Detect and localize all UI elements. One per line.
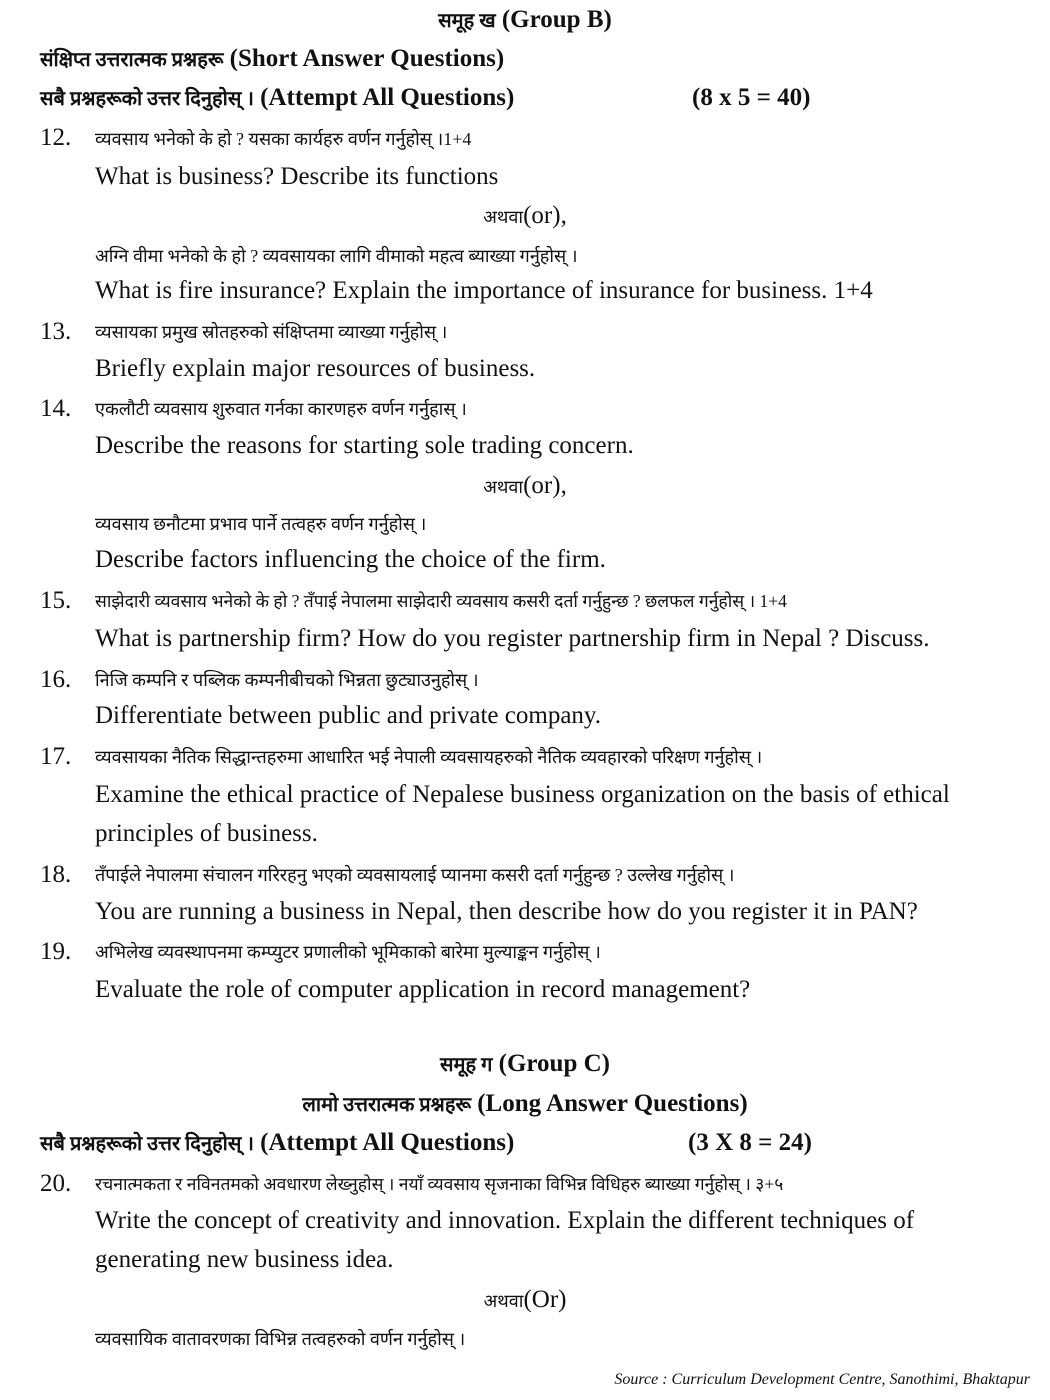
question-14-alt-np: व्यवसाय छनौटमा प्रभाव पार्ने तत्वहरु वर्णन गर्नुहोस् । <box>95 514 427 534</box>
question-14-np: एकलौटी व्यवसाय शुरुवात गर्नका कारणहरु वर्णन गर्नुहास् । <box>95 399 467 419</box>
group-c-instruction-np: सबै प्रश्नहरूको उत्तर दिनुहोस् । <box>40 1133 254 1155</box>
question-14-alt-en: Describe factors influencing the choice of the firm. <box>95 546 606 573</box>
or-separator-14 <box>0 472 1050 500</box>
group-b-subtitle <box>40 45 504 73</box>
question-20-en-line2: generating new business idea. <box>95 1246 394 1273</box>
or-np: अथवा <box>483 207 524 227</box>
group-c-instruction <box>40 1129 514 1157</box>
group-b-title-en: (Group B) <box>501 6 612 33</box>
group-c-marks: (3 X 8 = 24) <box>688 1129 812 1156</box>
or-en: (or), <box>523 202 567 229</box>
question-17-np: व्यवसायका नैतिक सिद्धान्तहरुमा आधारित भई नेपाली व्यवसायहरुको नैतिक व्यवहारको परिक्षण गर्नुहोस् । <box>95 747 763 767</box>
group-c-title-np: समूह ग <box>440 1054 493 1076</box>
question-14-en: Describe the reasons for starting sole trading concern. <box>95 432 634 459</box>
question-12-alt-en: What is fire insurance? Explain the importance of insurance for business. 1+4 <box>95 277 873 304</box>
question-17-en-line2: principles of business. <box>95 820 318 847</box>
question-13-en: Briefly explain major resources of business. <box>95 355 536 382</box>
question-number-12: 12. <box>40 124 72 151</box>
or-np: अथवा <box>483 1291 524 1311</box>
or-separator-20 <box>0 1286 1050 1314</box>
question-20-en-line1: Write the concept of creativity and innovation. Explain the different techniques of <box>95 1207 915 1234</box>
question-number-18: 18. <box>40 861 72 888</box>
question-12-alt-np: अग्नि वीमा भनेको के हो ? व्यवसायका लागि वीमाको महत्व ब्याख्या गर्नुहोस् । <box>95 246 578 266</box>
question-12-np: व्यवसाय भनेको के हो ? यसका कार्यहरु वर्णन गर्नुहोस् ।1+4 <box>95 129 472 149</box>
question-20-alt-np: व्यवसायिक वातावरणका विभिन्न तत्वहरुको वर्णन गर्नुहोस् । <box>95 1329 466 1349</box>
group-b-marks: (8 x 5 = 40) <box>692 84 811 111</box>
group-b-title-np: समूह ख <box>438 10 496 32</box>
question-number-15: 15. <box>40 587 72 614</box>
group-b-subtitle-np: संक्षिप्त उत्तरात्मक प्रश्नहरू <box>40 49 224 71</box>
group-c-instruction-en: (Attempt All Questions) <box>260 1129 515 1156</box>
question-number-19: 19. <box>40 938 72 965</box>
group-b-subtitle-en: (Short Answer Questions) <box>229 45 505 72</box>
question-18-np: तँपाईले नेपालमा संचालन गरिरहनु भएको व्यवसायलाई प्यानमा कसरी दर्ता गर्नुहुन्छ ? उल्लेख गर्नुहोस् । <box>95 865 735 885</box>
question-13-np: व्यसायका प्रमुख स्रोतहरुको संक्षिप्तमा व्याख्या गर्नुहोस् । <box>95 322 448 342</box>
question-number-17: 17. <box>40 743 72 770</box>
question-16-np: निजि कम्पनि र पब्लिक कम्पनीबीचको भिन्नता छुट्याउनुहोस् । <box>95 670 479 690</box>
question-19-np: अभिलेख व्यवस्थापनमा कम्प्युटर प्रणालीको भूमिकाको बारेमा मुल्याङ्कन गर्नुहोस् । <box>95 942 601 962</box>
source-credit: Source : Curriculum Development Centre, Sanothimi, Bhaktapur <box>614 1371 1030 1388</box>
group-b-title <box>0 6 1050 34</box>
group-c-subtitle-np: लामो उत्तरात्मक प्रश्नहरू <box>302 1094 471 1116</box>
group-c-title <box>0 1050 1050 1078</box>
question-number-20: 20. <box>40 1170 72 1197</box>
or-np: अथवा <box>483 477 524 497</box>
group-c-subtitle <box>0 1090 1050 1118</box>
or-separator-12 <box>0 202 1050 230</box>
question-number-16: 16. <box>40 666 72 693</box>
question-12-en: What is business? Describe its functions <box>95 163 499 190</box>
group-b-instruction-en: (Attempt All Questions) <box>260 84 515 111</box>
group-c-title-en: (Group C) <box>498 1050 610 1077</box>
question-number-13: 13. <box>40 318 72 345</box>
question-18-en: You are running a business in Nepal, then describe how do you register it in PAN? <box>95 898 918 925</box>
question-19-en: Evaluate the role of computer application in record management? <box>95 976 751 1003</box>
or-en: (or), <box>523 472 567 499</box>
group-b-instruction-np: सबै प्रश्नहरूको उत्तर दिनुहोस् । <box>40 88 254 110</box>
or-en: (Or) <box>523 1286 567 1313</box>
group-c-subtitle-en: (Long Answer Questions) <box>477 1090 748 1117</box>
question-15-np: साझेदारी व्यवसाय भनेको के हो ? तँपाई नेपालमा साझेदारी व्यवसाय कसरी दर्ता गर्नुहुन्छ ? छलफल गर्नुहोस् । 1+4 <box>95 591 787 611</box>
question-17-en-line1: Examine the ethical practice of Nepalese business organization on the basis of ethical <box>95 781 950 808</box>
question-15-en: What is partnership firm? How do you register partnership firm in Nepal ? Discuss. <box>95 625 930 652</box>
question-16-en: Differentiate between public and private company. <box>95 702 602 729</box>
question-20-np: रचनात्मकता र नविनतमको अवधारण लेख्नुहोस् । नयाँ व्यवसाय सृजनाका विभिन्न विधिहरु ब्याख्या गर्नुहोस् । ३+५ <box>95 1174 784 1194</box>
question-number-14: 14. <box>40 395 72 422</box>
group-b-instruction <box>40 84 514 112</box>
